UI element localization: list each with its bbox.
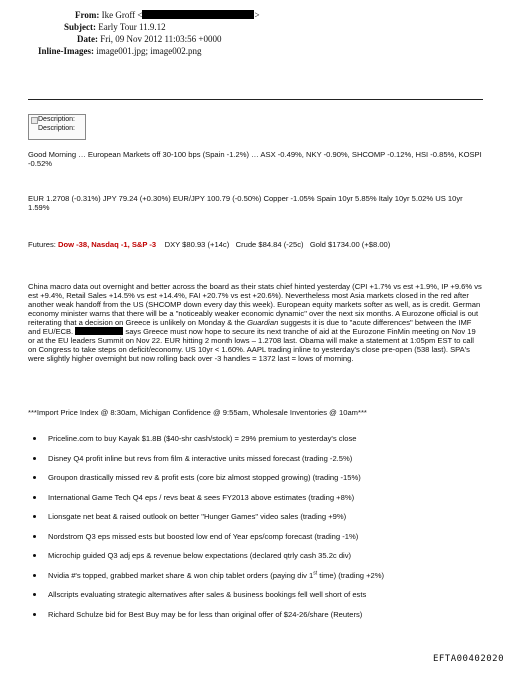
bullet-icon bbox=[33, 437, 36, 440]
list-item bbox=[28, 551, 488, 571]
list-item bbox=[28, 493, 488, 513]
list-item bbox=[28, 473, 488, 493]
list-item bbox=[28, 532, 488, 552]
from-label: From: bbox=[75, 10, 100, 20]
from-close: > bbox=[254, 10, 260, 20]
subject-label: Subject: bbox=[64, 22, 96, 32]
futures-values: Dow -38, Nasdaq -1, S&P -3 bbox=[57, 240, 157, 249]
macro-text-3: says Greece must now hope to secure its next tranche of aid at the Eurozone FinMin meeting on Nov 19 or at the EU leaders Summit on Nov 22. EUR hitting 2 month lows – 1.2708 last. Obama will make a statement at 1:05pm EST to call on Congress to take steps on deficit/economy. US 10yr < 1.60%. AAPL trading inline to yesterday's close pre-open (538 last). SPA's were slightly higher overnight but now rolling back over -3 handles = 1372 last = lows of morning. bbox=[28, 327, 476, 363]
redaction-block bbox=[142, 10, 254, 19]
inline-label: Inline-Images: bbox=[38, 46, 94, 56]
macro-text-2: suggests it is due to "acute differences" between the IMF and EU/ECB. bbox=[28, 318, 472, 336]
greeting-paragraph: Good Morning … European Markets off 30-100 bps (Spain -1.2%) … ASX -0.49%, NKY -0.90%, SHCOMP -0.12%, HSI -0.85%, KOSPI -0.52% bbox=[28, 150, 482, 168]
header-divider bbox=[28, 99, 483, 100]
list-item-text-pre: Nvidia #'s topped, grabbed market share & won chip tablet orders (paying div 1 bbox=[48, 570, 314, 580]
bullet-icon bbox=[33, 457, 36, 460]
list-item bbox=[28, 610, 488, 630]
list-item-text: Richard Schulze bid for Best Buy may be for less than original offer of $24-26/share (Reuters) bbox=[48, 609, 363, 619]
list-item bbox=[28, 571, 488, 591]
header-from bbox=[75, 10, 260, 21]
macro-paragraph bbox=[28, 282, 483, 363]
redaction-block-2 bbox=[75, 327, 123, 335]
futures-label: Futures: bbox=[28, 240, 58, 249]
bullet-icon bbox=[33, 554, 36, 557]
list-item bbox=[28, 512, 488, 532]
bullet-icon bbox=[33, 515, 36, 518]
news-list bbox=[28, 434, 488, 629]
date-value: Fri, 09 Nov 2012 11:03:56 +0000 bbox=[100, 34, 222, 44]
image-description-1: Description: bbox=[38, 116, 75, 123]
subject-value: Early Tour 11.9.12 bbox=[98, 22, 166, 32]
date-label: Date: bbox=[77, 34, 98, 44]
image-description-2: Description: bbox=[38, 125, 75, 132]
events-paragraph: ***Import Price Index @ 8:30am, Michigan Confidence @ 9:55am, Wholesale Inventories @ 10am*** bbox=[28, 408, 367, 417]
futures-rest: DXY $80.93 (+14c) Crude $84.84 (-25c) Gold $1734.00 (+$8.00) bbox=[156, 240, 391, 249]
list-item bbox=[28, 454, 488, 474]
bullet-icon bbox=[33, 535, 36, 538]
list-item bbox=[28, 590, 488, 610]
image-placeholder bbox=[28, 114, 86, 140]
broken-image-icon bbox=[31, 117, 38, 124]
rates-paragraph: EUR 1.2708 (-0.31%) JPY 79.24 (+0.30%) EUR/JPY 100.79 (-0.50%) Copper -1.05% Spain 10yr 5.85% Italy 10yr 5.02% US 10yr 1.59% bbox=[28, 194, 463, 212]
bullet-icon bbox=[33, 593, 36, 596]
macro-text-1: China macro data out overnight and better across the board as their stats chief hinted yesterday (CPI +1.7% vs est +1.9%, IP +9.6% vs est +9.4%, Retail Sales +14.5% vs est +14.4%, FAI +20.7% vs est +20.6%). Nevertheless most Asia markets closed in the red after another weak handoff from the US (SHCOMP down every day this week). European equity markets softer as well, as is credit. German economy minister warns that there will be a "noticeably weaker economic dynamic" over the next six months. A Eurozone official is out reiterating that a decision on Greece is unlikely on Monday & the bbox=[28, 282, 482, 327]
list-item-text: International Game Tech Q4 eps / revs beat & sees FY2013 above estimates (trading +8%) bbox=[48, 492, 355, 502]
list-item-sup: st bbox=[313, 569, 318, 576]
document-id: EFTA00402020 bbox=[432, 654, 504, 664]
header-date bbox=[77, 34, 222, 45]
futures-paragraph bbox=[28, 240, 483, 249]
list-item bbox=[28, 434, 488, 454]
list-item-text-post: time) (trading +2%) bbox=[317, 570, 385, 580]
list-item-text: Allscripts evaluating strategic alternatives after sales & business bookings fell well short of ests bbox=[48, 590, 367, 599]
inline-value: image001.jpg; image002.png bbox=[96, 46, 202, 56]
from-value: Ike Groff < bbox=[101, 10, 143, 20]
bullet-icon bbox=[33, 476, 36, 479]
list-item-text: Priceline.com to buy Kayak $1.8B ($40-shr cash/stock) = 29% premium to yesterday's close bbox=[48, 434, 357, 443]
bullet-icon bbox=[33, 574, 36, 577]
bullet-icon bbox=[33, 496, 36, 499]
list-item-text: Microchip guided Q3 adj eps & revenue below expectations (declared qtrly cash 35.2c div) bbox=[48, 551, 352, 560]
list-item-text: Groupon drastically missed rev & profit ests (core biz almost stopped growing) (trading -15%) bbox=[48, 473, 361, 482]
header-subject bbox=[64, 22, 166, 33]
list-item-text: Lionsgate net beat & raised outlook on better "Hunger Games" video sales (trading +9%) bbox=[48, 512, 347, 521]
macro-guardian: Guardian bbox=[247, 318, 279, 327]
header-inline-images bbox=[38, 46, 201, 57]
list-item-text: Disney Q4 profit inline but revs from film & interactive units missed forecast (trading -2.5%) bbox=[48, 453, 353, 463]
list-item-text: Nordstrom Q3 eps missed ests but boosted low end of Year eps/comp forecast (trading -1%) bbox=[48, 531, 359, 541]
bullet-icon bbox=[33, 613, 36, 616]
